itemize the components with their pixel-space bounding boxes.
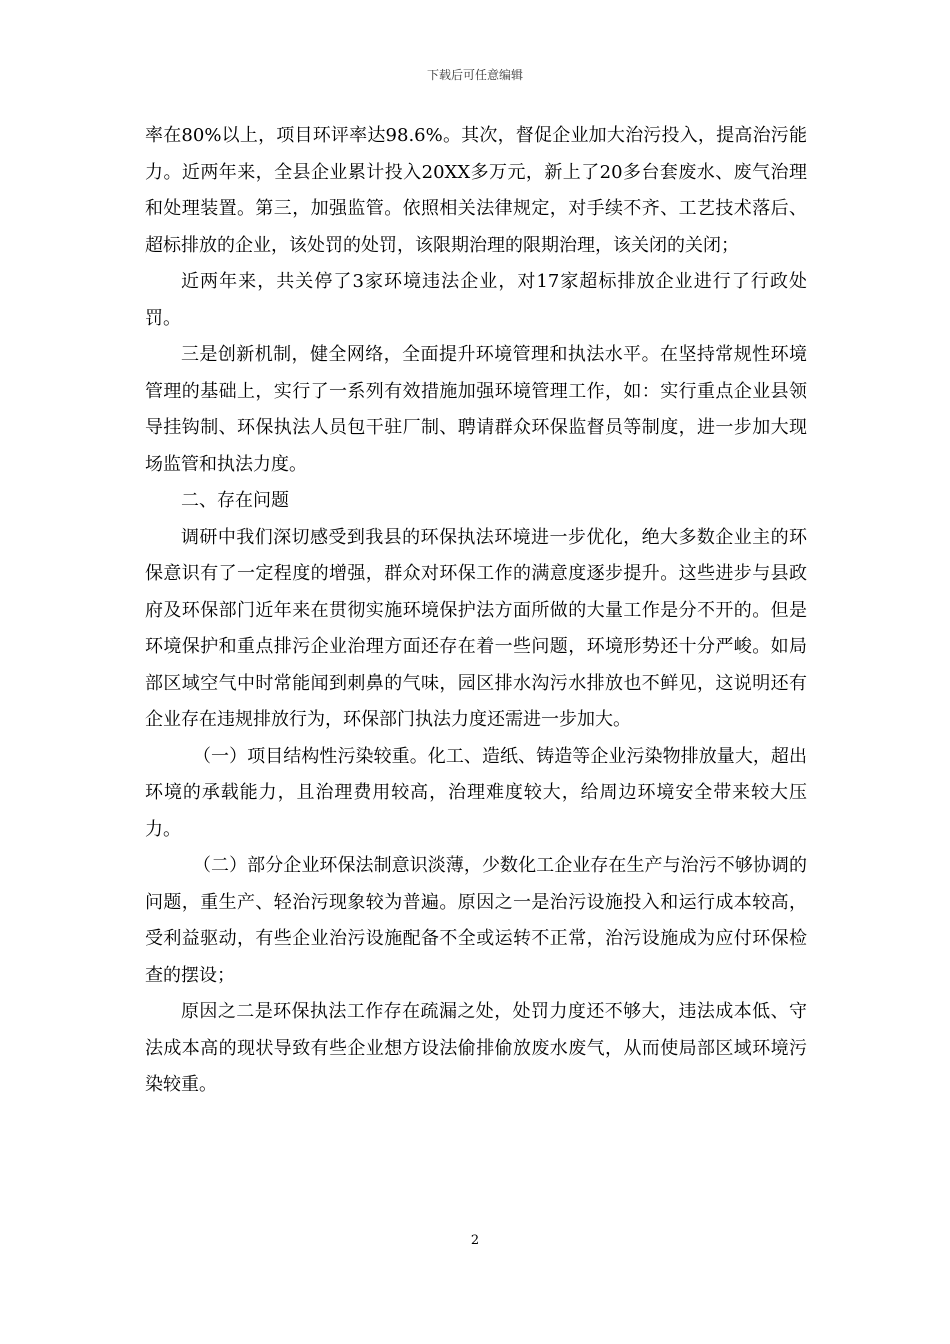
section-heading-problems: 二、存在问题 [181,490,289,511]
paragraph-problem-one: （一）项目结构性污染较重。化工、造纸、铸造等企业污染物排放量大，超出环境的承载能力，且治理费用较高，治理难度较大，给周边环境安全带来较大压力。 [145,745,807,840]
document-body [145,118,807,1104]
page-number: 2 [470,1233,480,1248]
paragraph-reason-two: 原因之二是环保执法工作存在疏漏之处，处罚力度还不够大，违法成本低、守法成本高的现状导致有些企业想方设法偷排偷放废水废气，从而使局部区域环境污染较重。 [145,1001,807,1095]
paragraph-mechanism: 三是创新机制，健全网络，全面提升环境管理和执法水平。在坚持常规性环境管理的基础上，实行了一系列有效措施加强环境管理工作，如：实行重点企业县领导挂钩制、环保执法人员包干驻厂制、聘请群众环保监督员等制度，进一步加大现场监管和执法力度。 [145,344,807,475]
paragraph-survey: 调研中我们深切感受到我县的环保执法环境进一步优化，绝大多数企业主的环保意识有了一定程度的增强，群众对环保工作的满意度逐步提升。这些进步与县政府及环保部门近年来在贯彻实施环境保护法方面所做的大量工作是分不开的。但是环境保护和重点排污企业治理方面还存在着一些问题，环境形势还十分严峻。如局部区域空气中时常能闻到刺鼻的气味，园区排水沟污水排放也不鲜见，这说明还有企业存在违规排放行为，环保部门执法力度还需进一步加大。 [145,526,807,730]
paragraph-problem-two: （二）部分企业环保法制意识淡薄，少数化工企业存在生产与治污不够协调的问题，重生产、轻治污现象较为普遍。原因之一是治污设施投入和运行成本较高，受利益驱动，有些企业治污设施配备不全或运转不正常，治污设施成为应付环保检查的摆设； [145,855,807,986]
paragraph-continued-intro: 率在80%以上，项目环评率达98.6%。其次，督促企业加大治污投入，提高治污能力。近两年来，全县企业累计投入20XX多万元，新上了20多台套废水、废气治理和处理装置。第三，加强监管。依照相关法律规定，对手续不齐、工艺技术落后、超标排放的企业，该处罚的处罚，该限期治理的限期治理，该关闭的关闭； [145,125,807,256]
page-header: 下载后可任意编辑 [426,68,523,82]
paragraph-closures: 近两年来，共关停了3家环境违法企业，对17家超标排放企业进行了行政处罚。 [145,271,807,329]
